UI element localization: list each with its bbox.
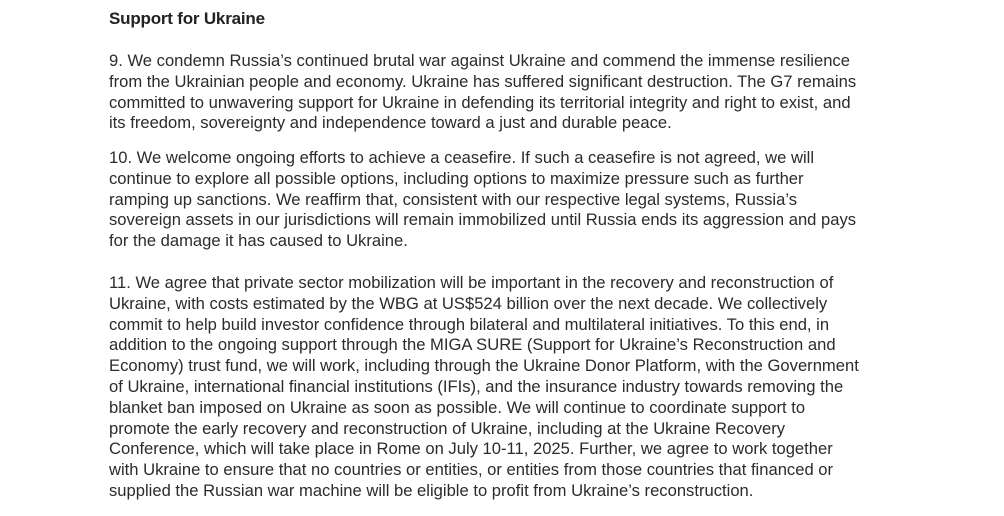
paragraph-line: 10. We welcome ongoing efforts to achieve a ceasefire. If such a ceasefire is not agreed, we will — [109, 148, 814, 167]
paragraph-line: its freedom, sovereignty and independence toward a just and durable peace. — [109, 113, 672, 133]
paragraph-line: committed to unwavering support for Ukraine in defending its territorial integrity and right to exist, and — [109, 92, 851, 112]
paragraph-line: for the damage it has caused to Ukraine. — [109, 231, 408, 251]
paragraph-line: addition to the ongoing support through the MIGA SURE (Support for Ukraine’s Reconstruction and — [109, 335, 836, 355]
paragraph-line: with Ukraine to ensure that no countries or entities, or entities from those countries that financed or — [109, 460, 834, 480]
paragraph-line: Economy) trust fund, we will work, including through the Ukraine Donor Platform, with the Government — [109, 356, 859, 376]
paragraph-line: sovereign assets in our jurisdictions will remain immobilized until Russia ends its aggression and pays — [109, 210, 857, 230]
paragraph-line: ramping up sanctions. We reaffirm that, consistent with our respective legal systems, Russia’s — [109, 189, 798, 209]
paragraph-11 — [109, 273, 859, 502]
section-heading: Support for Ukraine — [109, 9, 265, 28]
paragraph-line: 11. We agree that private sector mobilization will be important in the recovery and reconstruction of — [109, 273, 834, 292]
paragraph-line: promote the early recovery and reconstruction of Ukraine, including at the Ukraine Recovery — [109, 418, 786, 438]
paragraph-line: supplied the Russian war machine will be eligible to profit from Ukraine’s reconstruction. — [109, 480, 754, 500]
paragraph-line: Conference, which will take place in Rome on July 10-11, 2025. Further, we agree to work together — [109, 439, 833, 459]
paragraph-line: of Ukraine, international financial institutions (IFIs), and the insurance industry towards removing the — [109, 376, 844, 396]
paragraph-10 — [109, 148, 856, 252]
paragraph-9 — [109, 51, 856, 134]
paragraph-line: commit to help build investor confidence through bilateral and multilateral initiatives. To this end, in — [109, 314, 830, 334]
paragraph-line: continue to explore all possible options, including options to maximize pressure such as further — [109, 168, 804, 188]
paragraph-line: from the Ukrainian people and economy. Ukraine has suffered significant destruction. The G7 remains — [109, 71, 857, 91]
paragraph-line: blanket ban imposed on Ukraine as soon as possible. We will continue to coordinate support to — [109, 397, 806, 417]
paragraph-line: Ukraine, with costs estimated by the WBG at US$524 billion over the next decade. We collectively — [109, 293, 828, 313]
paragraph-line: 9. We condemn Russia’s continued brutal war against Ukraine and commend the immense resilience — [109, 51, 850, 70]
